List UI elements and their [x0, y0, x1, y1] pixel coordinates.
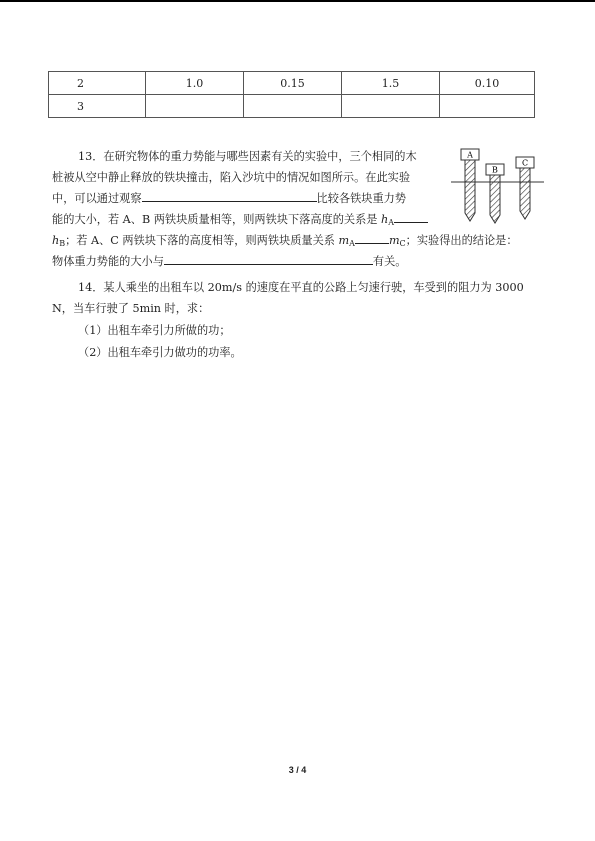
table-cell [342, 95, 440, 118]
symbol-h: h [381, 213, 389, 226]
table-cell: 2 [49, 72, 146, 95]
table-row [49, 95, 535, 118]
symbol-h: h [52, 234, 60, 247]
subscript-a: A [349, 239, 355, 248]
q14-subquestion-2: （2）出租车牵引力做功的功率。 [78, 346, 242, 359]
q13-line-1: 13．在研究物体的重力势能与哪些因素有关的实验中，三个相同的木 [78, 150, 417, 163]
label-b: B [492, 165, 498, 175]
table-cell: 1.0 [146, 72, 244, 95]
table-cell: 0.15 [244, 72, 342, 95]
answer-blank-mass-relation[interactable] [355, 230, 389, 244]
stake-a [465, 160, 475, 221]
subscript-b: B [59, 239, 66, 248]
answer-blank-height-relation[interactable] [394, 209, 428, 223]
page-number: 3 / 4 [288, 765, 307, 775]
stake-b [490, 175, 500, 223]
table-cell: 3 [49, 95, 146, 118]
q13-line-5 [52, 230, 518, 251]
table-cell: 0.10 [440, 72, 535, 95]
subscript-c: C [399, 239, 406, 248]
q13-text: ；实验得出的结论是： [405, 234, 518, 247]
symbol-m: m [338, 234, 350, 247]
q13-line-6 [52, 251, 406, 272]
q13-text: 比较各铁块重力势 [316, 192, 407, 205]
q13-line-3 [52, 188, 406, 209]
q13-line-2: 桩被从空中静止释放的铁块撞击，陷入沙坑中的情况如图所示。在此实验 [52, 171, 411, 184]
table-cell: 1.5 [342, 72, 440, 95]
table-cell [146, 95, 244, 118]
stake-c [520, 168, 530, 219]
q13-text: 物体重力势能的大小与 [52, 255, 164, 268]
answer-blank-observe[interactable] [142, 188, 317, 202]
subscript-a: A [388, 218, 395, 227]
table-cell [244, 95, 342, 118]
label-c: C [521, 158, 529, 168]
q13-text: 有关。 [372, 255, 407, 268]
label-a: A [467, 150, 473, 160]
page-top-rule [0, 0, 595, 2]
stakes-figure [451, 145, 544, 227]
answer-blank-conclusion[interactable] [164, 251, 373, 265]
q13-text: 能的大小，若 A、B 两铁块质量相等，则两铁块下落高度的关系是 [52, 213, 382, 226]
q14-subquestion-1: （1）出租车牵引力所做的功； [78, 324, 231, 337]
table-row [49, 72, 535, 95]
q13-line-4 [52, 209, 428, 230]
q14-line-1: 14．某人乘坐的出租车以 20m/s 的速度在平直的公路上匀速行驶，车受到的阻力为 3000 [78, 281, 524, 294]
q13-text: 中，可以通过观察 [52, 192, 142, 205]
symbol-m: m [388, 234, 400, 247]
data-table [48, 71, 535, 118]
q13-text: ；若 A、C 两铁块下落的高度相等，则两铁块质量关系 [65, 234, 339, 247]
q14-line-2: N，当车行驶了 5min 时，求： [52, 302, 210, 315]
table-cell [440, 95, 535, 118]
